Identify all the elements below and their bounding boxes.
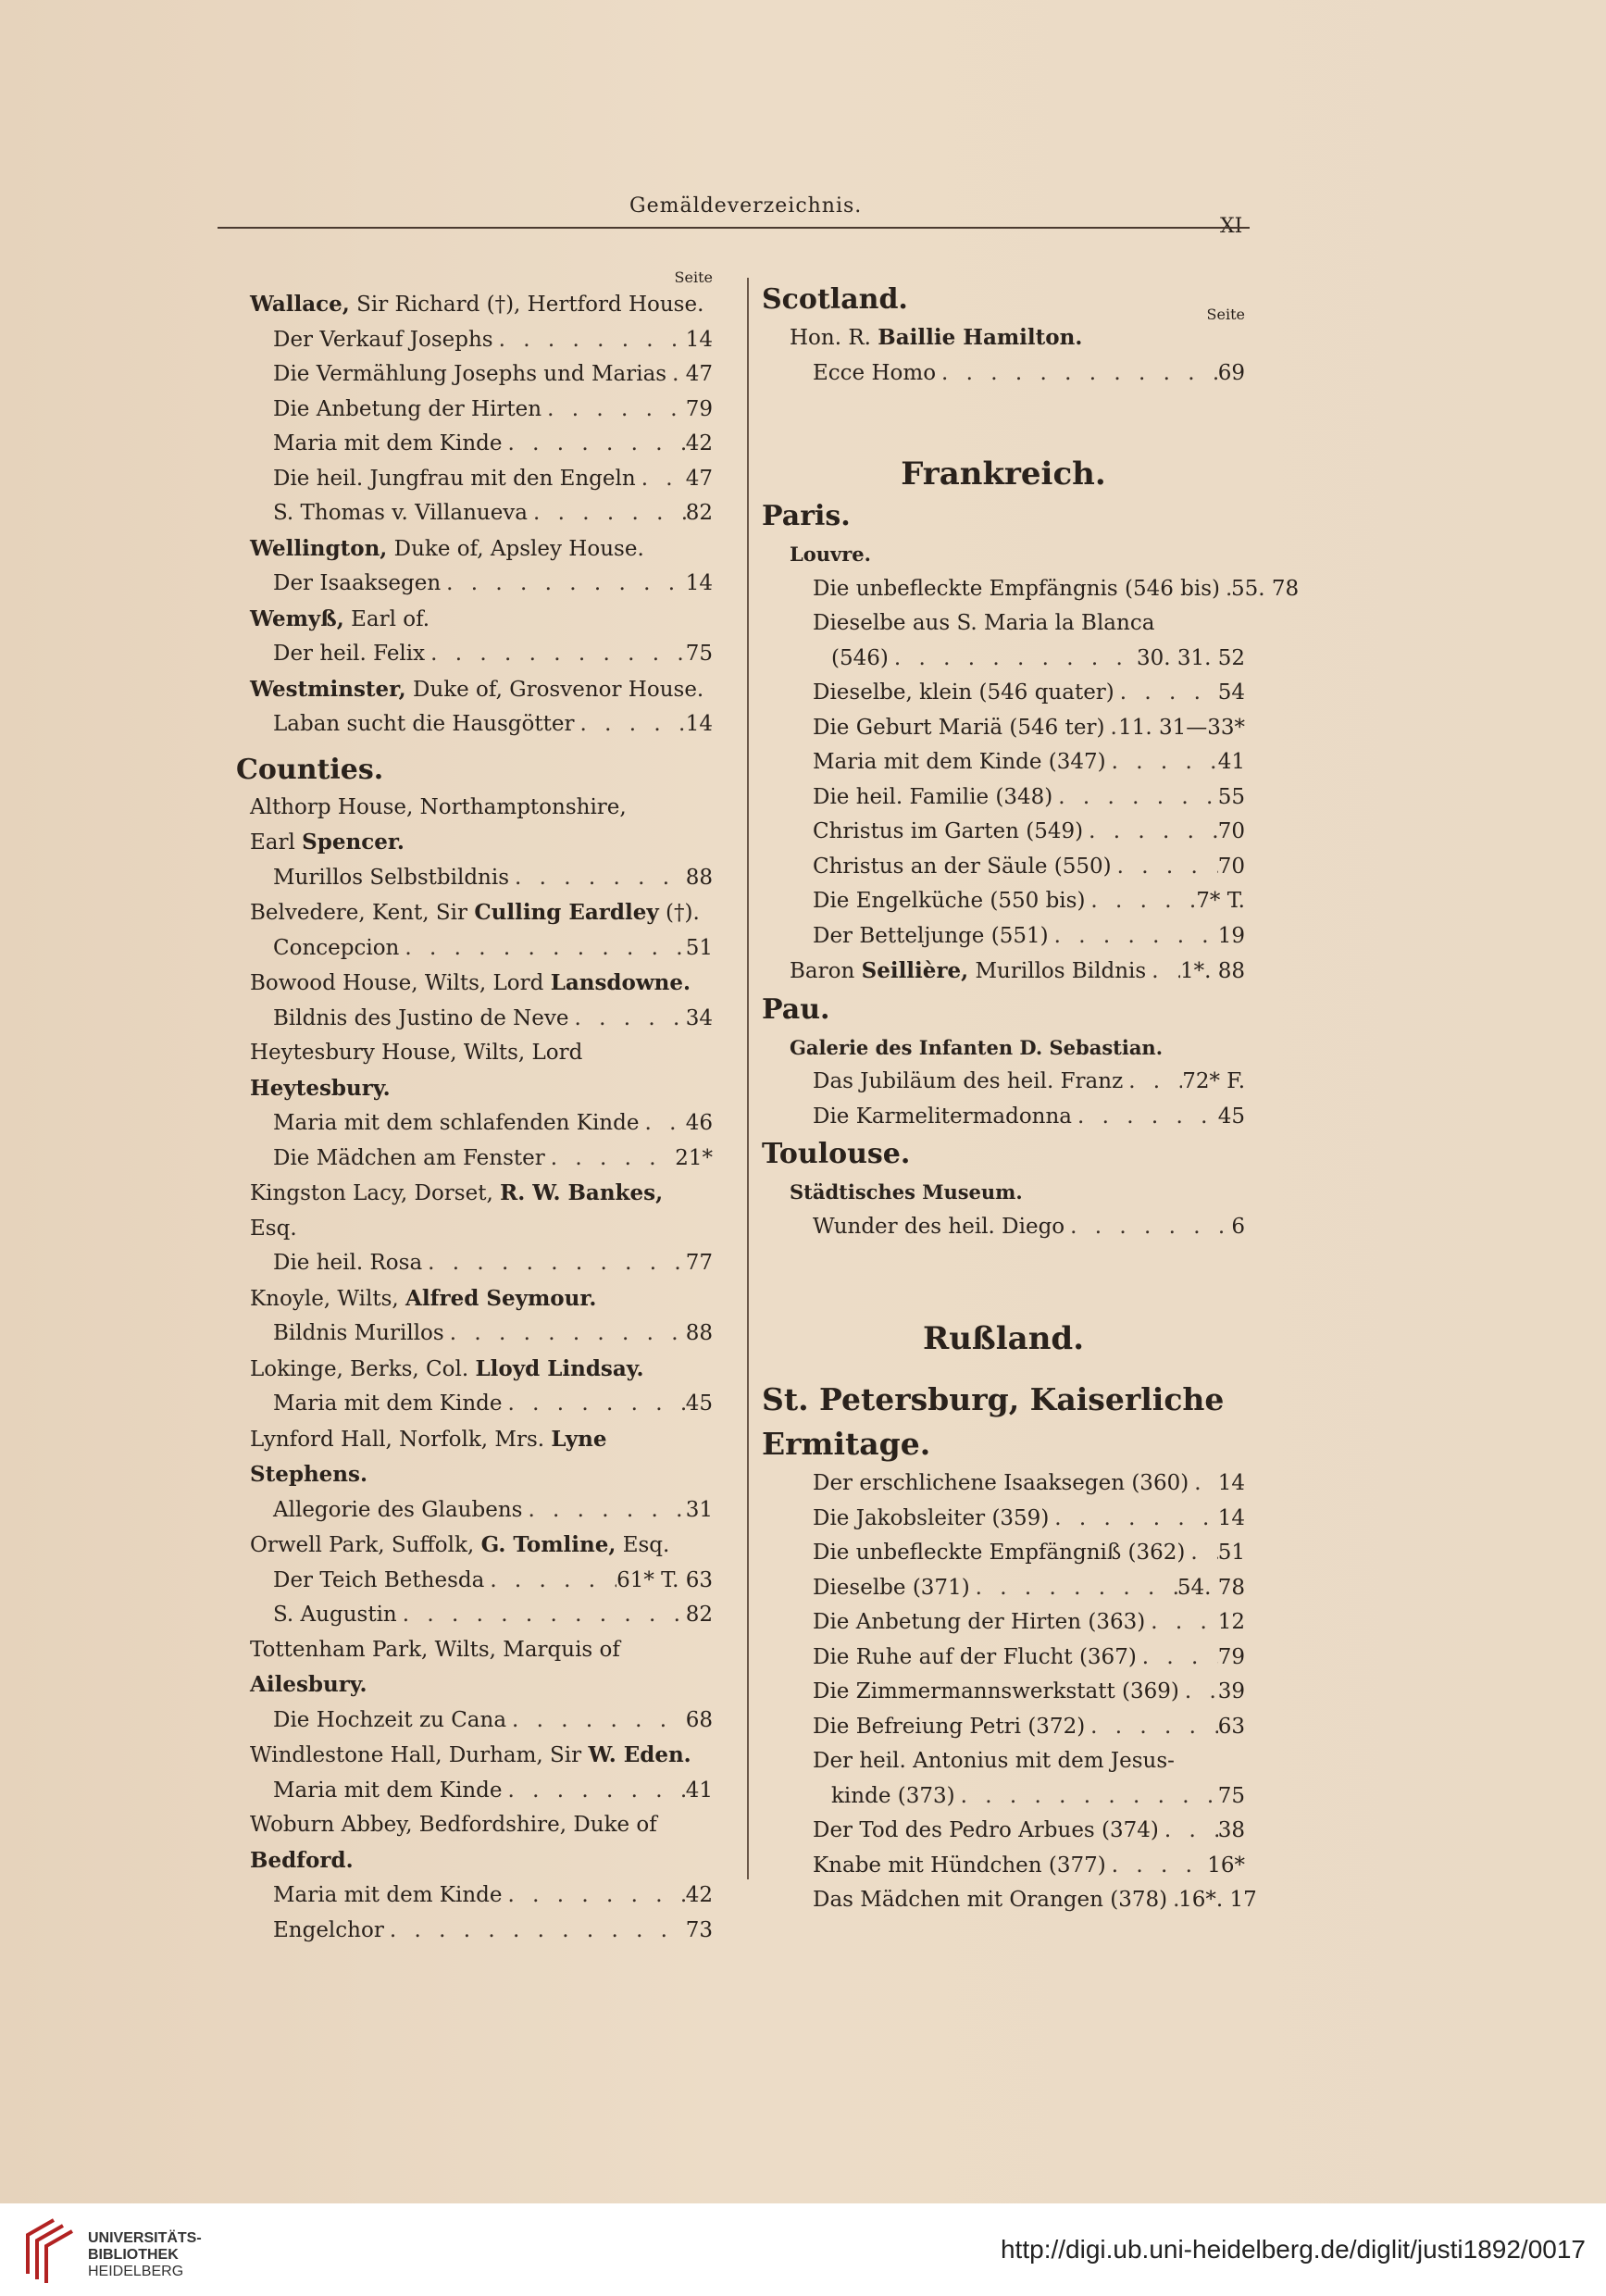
running-title: Gemäldeverzeichnis. xyxy=(629,194,863,218)
place-bowood: Bowood House, Wilts, Lord Lansdowne. xyxy=(250,970,691,995)
index-entry: Die Zimmermannswerkstatt (369) . . . 39 xyxy=(762,1675,1245,1710)
index-entry: Die Jakobsleiter (359) . . . 14 xyxy=(762,1502,1245,1537)
index-entry: Maria mit dem schlafenden Kinde . . . 46 xyxy=(236,1106,713,1142)
place-lokinge: Lokinge, Berks, Col. Lloyd Lindsay. xyxy=(250,1355,644,1381)
city-toulouse: Toulouse. xyxy=(762,1138,911,1170)
index-entry: Der Betteljunge (551) . . . 19 xyxy=(762,919,1245,955)
index-entry: Bildnis des Justino de Neve . . . 34 xyxy=(236,1002,713,1037)
column-divider xyxy=(747,278,749,1879)
index-entry: Die Anbetung der Hirten (363) . . . 12 xyxy=(762,1605,1245,1641)
place-woburn: Woburn Abbey, Bedfordshire, Duke of xyxy=(250,1813,657,1837)
index-entry: Der heil. Felix . . . 75 xyxy=(236,637,713,672)
index-entry: Die Karmelitermadonna . . . 45 xyxy=(762,1100,1245,1135)
source-url-link[interactable]: http://digi.ub.uni-heidelberg.de/diglit/justi1892/0017 xyxy=(1000,2235,1586,2264)
index-entry: Die Engelküche (550 bis) . . . 7* T. xyxy=(762,884,1245,919)
footer-bar xyxy=(0,2203,1606,2296)
library-name: UNIVERSITÄTS- BIBLIOTHEK HEIDELBERG xyxy=(88,2230,202,2279)
owner-bedford: Bedford. xyxy=(250,1847,354,1873)
index-entry: Das Jubiläum des heil. Franz . . . 72* F. xyxy=(762,1065,1245,1100)
owner-westminster: Westminster, Duke of, Grosvenor House. xyxy=(250,676,704,702)
index-entry: Die Vermählung Josephs und Marias . . . 47 xyxy=(236,357,713,393)
index-entry: S. Thomas v. Villanueva . . . 82 xyxy=(236,496,713,531)
index-entry: Bildnis Murillos . . . 88 xyxy=(236,1316,713,1352)
index-entry: Die Befreiung Petri (372) . . . 63 xyxy=(762,1710,1245,1745)
index-entry: Die Mädchen am Fenster . . . 21* xyxy=(236,1142,713,1177)
owner-wellington: Wellington, Duke of, Apsley House. xyxy=(250,535,644,561)
place-windlestone: Windlestone Hall, Durham, Sir W. Eden. xyxy=(250,1742,691,1767)
place-tottenham: Tottenham Park, Wilts, Marquis of xyxy=(250,1637,620,1662)
owner-wemyss: Wemyß, Earl of. xyxy=(250,605,430,631)
index-entry: Die heil. Jungfrau mit den Engeln . . . 47 xyxy=(236,462,713,497)
index-entry: Maria mit dem Kinde (347) . . . 41 xyxy=(762,745,1245,780)
index-entry: Laban sucht die Hausgötter . . . 14 xyxy=(236,707,713,742)
index-entry: Die Geburt Mariä (546 ter) . . . 11. 31—33* xyxy=(762,711,1245,746)
index-entry: Die unbefleckte Empfängniß (362) . . . 51 xyxy=(762,1536,1245,1571)
index-entry: (546) . . . 30. 31. 52 xyxy=(762,642,1245,677)
gallery-pau: Galerie des Infanten D. Sebastian. xyxy=(790,1035,1163,1059)
index-entry: Der Verkauf Josephs . . . 14 xyxy=(236,323,713,358)
index-entry: Maria mit dem Kinde . . . 42 xyxy=(236,427,713,462)
gallery-louvre: Louvre. xyxy=(790,543,871,566)
index-entry: Engelchor . . . 73 xyxy=(236,1914,713,1949)
place-heytesbury: Heytesbury House, Wilts, Lord Heytesbury. xyxy=(250,1041,583,1101)
country-france: Frankreich. xyxy=(901,455,1106,493)
owner-wallace: Wallace, Sir Richard (†), Hertford House. xyxy=(250,292,704,317)
city-pau: Pau. xyxy=(762,992,830,1026)
index-entry: Die Hochzeit zu Cana . . . 68 xyxy=(236,1703,713,1739)
index-entry: Der heil. Antonius mit dem Jesus- xyxy=(813,1749,1175,1773)
owner-seilliere: Baron Seillière, Murillos Bildnis . . . 1*. 88 xyxy=(762,954,1245,990)
index-entry: Concepcion . . . 51 xyxy=(236,931,713,967)
index-entry: Die Ruhe auf der Flucht (367) . . . 79 xyxy=(762,1641,1245,1676)
index-entry: Der Teich Bethesda . . . 61* T. 63 xyxy=(236,1564,713,1599)
index-entry: Murillos Selbstbildnis . . . 88 xyxy=(236,861,713,896)
index-entry: kinde (373) . . . 75 xyxy=(762,1779,1245,1815)
index-entry: S. Augustin . . . 82 xyxy=(236,1598,713,1633)
university-library-logo-icon xyxy=(17,2213,86,2287)
index-entry: Maria mit dem Kinde . . . 45 xyxy=(236,1387,713,1422)
index-entry: Maria mit dem Kinde . . . 42 xyxy=(236,1878,713,1914)
index-entry: Die Anbetung der Hirten . . . 79 xyxy=(236,393,713,428)
place-orwell: Orwell Park, Suffolk, G. Tomline, Esq. xyxy=(250,1532,670,1557)
index-entry: Christus im Garten (549) . . . 70 xyxy=(762,815,1245,850)
index-entry: Christus an der Säule (550) . . . 70 xyxy=(762,850,1245,885)
header-rule xyxy=(218,227,1250,229)
index-entry: Allegorie des Glaubens . . . 31 xyxy=(236,1493,713,1529)
index-entry: Die unbefleckte Empfängnis (546 bis) . . . 55. 78 xyxy=(762,572,1245,607)
country-russia: Rußland. xyxy=(922,1320,1085,1357)
index-entry: Ecce Homo . . . 69 xyxy=(762,356,1245,392)
place-belvedere: Belvedere, Kent, Sir Culling Eardley (†). xyxy=(250,900,700,925)
index-entry: Das Mädchen mit Orangen (378) . . . 16*. 17 xyxy=(762,1883,1245,1918)
index-entry: Der erschlichene Isaaksegen (360) . . . 14 xyxy=(762,1466,1245,1502)
city-st-petersburg: St. Petersburg, Kaiserliche Ermitage. xyxy=(762,1381,1225,1462)
seite-label: Seite xyxy=(674,268,713,286)
seite-label: Seite xyxy=(1206,306,1245,323)
place-knoyle: Knoyle, Wilts, Alfred Seymour. xyxy=(250,1285,597,1311)
index-entry: Maria mit dem Kinde . . . 41 xyxy=(236,1774,713,1809)
city-paris: Paris. xyxy=(762,500,851,532)
place-lynford: Lynford Hall, Norfolk, Mrs. Lyne Stephens. xyxy=(250,1426,607,1487)
gallery-toulouse: Städtisches Museum. xyxy=(790,1180,1023,1204)
section-counties: Counties. xyxy=(236,753,384,786)
index-entry: Der Tod des Pedro Arbues (374) . . . 38 xyxy=(762,1814,1245,1849)
right-column xyxy=(762,268,1300,1918)
place-althorp: Althorp House, Northamptonshire, xyxy=(250,794,627,819)
index-entry: Die heil. Familie (348) . . . 55 xyxy=(762,780,1245,816)
index-entry: Die heil. Rosa . . . 77 xyxy=(236,1246,713,1281)
index-entry: Dieselbe aus S. Maria la Blanca xyxy=(813,611,1155,635)
index-entry: Wunder des heil. Diego . . . 6 xyxy=(762,1210,1245,1245)
owner-ailesbury: Ailesbury. xyxy=(250,1672,367,1697)
section-scotland: Scotland. xyxy=(762,283,908,316)
page-number: XI xyxy=(1220,215,1243,238)
index-entry: Dieselbe (371) . . . 54. 78 xyxy=(762,1571,1245,1606)
left-column xyxy=(236,268,713,1948)
index-entry: Knabe mit Hündchen (377) . . . 16* xyxy=(762,1849,1245,1884)
index-entry: Dieselbe, klein (546 quater) . . . 54 xyxy=(762,676,1245,711)
owner-hamilton: Hon. R. Baillie Hamilton. xyxy=(790,325,1083,350)
owner-spencer: Earl Spencer. xyxy=(250,830,405,855)
index-entry: Der Isaaksegen . . . 14 xyxy=(236,567,713,602)
place-kingston: Kingston Lacy, Dorset, R. W. Bankes, Esq. xyxy=(250,1180,664,1241)
